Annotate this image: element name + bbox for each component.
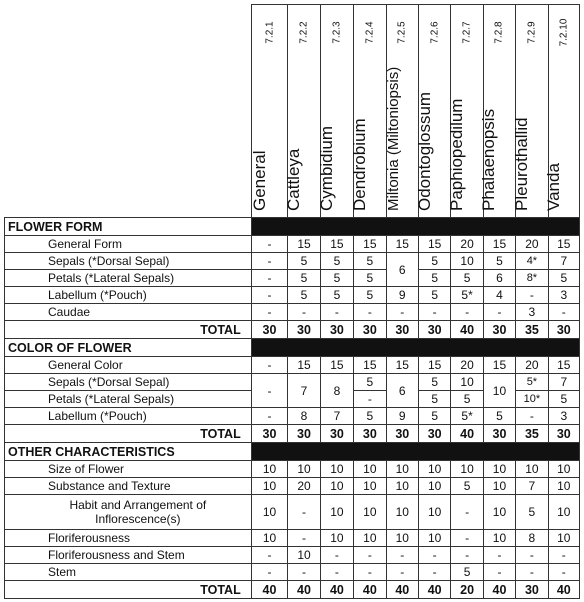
- cell: 7: [548, 253, 579, 270]
- total-cell: 40: [451, 425, 483, 443]
- cell: 3: [548, 287, 579, 304]
- row-label: General Color: [5, 357, 252, 374]
- cell: -: [251, 270, 288, 287]
- cell: -: [354, 391, 386, 408]
- column-header: 7.2.9 Pleurothallid: [516, 5, 548, 218]
- cell: 4: [483, 287, 515, 304]
- table-row: [5, 270, 580, 287]
- total-cell: 35: [516, 425, 548, 443]
- row-label: [5, 495, 252, 530]
- cell: 3: [548, 408, 579, 425]
- cell: 5: [451, 564, 483, 581]
- cell: 10: [354, 478, 386, 495]
- cell: -: [548, 547, 579, 564]
- row-label-line-2: Inflorescence(s): [95, 512, 181, 526]
- cell: 10: [483, 461, 515, 478]
- row-label: Floriferousness: [5, 530, 252, 547]
- table-row: [5, 253, 580, 270]
- cell: 5: [354, 408, 386, 425]
- cell: 10: [451, 374, 483, 391]
- cell: 5: [451, 270, 483, 287]
- cell: 10: [288, 461, 320, 478]
- section-bar: [251, 443, 579, 461]
- row-label: Labellum (*Pouch): [5, 287, 252, 304]
- cell: -: [483, 547, 515, 564]
- column-header: 7.2.3 Cymbidium: [320, 5, 353, 218]
- cell: 5: [354, 287, 386, 304]
- cell: -: [451, 530, 483, 547]
- cell: 8*: [516, 270, 548, 287]
- cell: 5: [320, 253, 353, 270]
- table-row: [5, 547, 580, 564]
- table-row: [5, 357, 580, 374]
- orchid-scoring-table: [4, 4, 580, 599]
- cell: 7: [320, 408, 353, 425]
- cell: 10: [320, 495, 353, 530]
- cell: 4*: [516, 253, 548, 270]
- cell: -: [320, 564, 353, 581]
- cell: 15: [288, 236, 320, 253]
- cell: 10: [288, 547, 320, 564]
- cell: 10: [251, 495, 288, 530]
- cell: -: [320, 547, 353, 564]
- cell: -: [516, 564, 548, 581]
- total-cell: 30: [354, 425, 386, 443]
- table-row: [5, 461, 580, 478]
- row-label: General Form: [5, 236, 252, 253]
- cell: 5: [451, 391, 483, 408]
- total-cell: 30: [386, 321, 418, 339]
- total-row: [5, 425, 580, 443]
- cell: 5*: [516, 374, 548, 391]
- header-blank: [5, 5, 252, 218]
- total-cell: 40: [418, 581, 450, 599]
- merged-cell: 10: [483, 374, 515, 408]
- table-row: [5, 236, 580, 253]
- total-cell: 40: [386, 581, 418, 599]
- section-bar: [251, 218, 579, 236]
- row-label: Size of Flower: [5, 461, 252, 478]
- cell: -: [516, 547, 548, 564]
- cell: 15: [354, 357, 386, 374]
- total-cell: 30: [354, 321, 386, 339]
- total-cell: 30: [320, 321, 353, 339]
- cell: 5: [418, 391, 450, 408]
- column-header: 7.2.7 Paphiopedilum: [451, 5, 483, 218]
- cell: 20: [451, 236, 483, 253]
- cell: 15: [354, 236, 386, 253]
- total-cell: 30: [320, 425, 353, 443]
- cell: -: [251, 236, 288, 253]
- cell: 10: [418, 530, 450, 547]
- column-header: 7.2.5 Miltonia (Miltoniopsis): [386, 5, 418, 218]
- cell: 10: [418, 461, 450, 478]
- cell: 15: [386, 236, 418, 253]
- total-cell: 40: [288, 581, 320, 599]
- cell: 5: [288, 270, 320, 287]
- cell: 15: [320, 357, 353, 374]
- column-header: 7.2.1 General: [251, 5, 288, 218]
- cell: 5: [548, 391, 579, 408]
- column-header: 7.2.4 Dendrobium: [354, 5, 386, 218]
- cell: -: [483, 564, 515, 581]
- cell: 10: [354, 530, 386, 547]
- table-row: [5, 564, 580, 581]
- total-cell: 30: [251, 321, 288, 339]
- cell: 5: [354, 253, 386, 270]
- total-cell: 30: [483, 425, 515, 443]
- section-header-row: [5, 218, 580, 236]
- row-label: Petals (*Lateral Sepals): [5, 391, 252, 408]
- cell: 10: [451, 253, 483, 270]
- row-label: Stem: [5, 564, 252, 581]
- cell: -: [451, 304, 483, 321]
- cell: -: [483, 304, 515, 321]
- cell: -: [516, 287, 548, 304]
- cell: 10: [548, 495, 579, 530]
- cell: 10: [354, 461, 386, 478]
- total-cell: 40: [320, 581, 353, 599]
- table-row: [5, 408, 580, 425]
- cell: 10: [320, 530, 353, 547]
- cell: -: [251, 564, 288, 581]
- cell: -: [288, 304, 320, 321]
- cell: 15: [548, 357, 579, 374]
- section-title: FLOWER FORM: [5, 218, 252, 236]
- total-cell: 30: [288, 321, 320, 339]
- cell: 10: [386, 495, 418, 530]
- cell: -: [251, 253, 288, 270]
- cell: -: [418, 304, 450, 321]
- cell: 15: [483, 236, 515, 253]
- total-cell: 40: [251, 581, 288, 599]
- section-header-row: [5, 443, 580, 461]
- column-header: 7.2.6 Odontoglossum: [418, 5, 450, 218]
- total-label: TOTAL: [5, 321, 252, 339]
- section-title: COLOR OF FLOWER: [5, 339, 252, 357]
- total-cell: 30: [251, 425, 288, 443]
- total-cell: 40: [548, 581, 579, 599]
- table-row: [5, 287, 580, 304]
- cell: 5: [418, 287, 450, 304]
- total-row: [5, 321, 580, 339]
- cell: 5: [320, 270, 353, 287]
- total-row: [5, 581, 580, 599]
- row-label: Labellum (*Pouch): [5, 408, 252, 425]
- merged-cell: 6: [386, 374, 418, 408]
- cell: 8: [516, 530, 548, 547]
- cell: 5: [418, 270, 450, 287]
- cell: -: [354, 304, 386, 321]
- cell: 10: [251, 478, 288, 495]
- cell: 10: [386, 461, 418, 478]
- cell: 8: [288, 408, 320, 425]
- row-label: Caudae: [5, 304, 252, 321]
- cell: 20: [451, 357, 483, 374]
- cell: 10*: [516, 391, 548, 408]
- cell: 15: [418, 357, 450, 374]
- column-header-row: [5, 5, 580, 218]
- cell: 5: [320, 287, 353, 304]
- total-cell: 30: [418, 321, 450, 339]
- total-cell: 40: [451, 321, 483, 339]
- total-cell: 30: [516, 581, 548, 599]
- merged-cell: 6: [386, 253, 418, 287]
- cell: 10: [251, 461, 288, 478]
- cell: -: [288, 530, 320, 547]
- cell: -: [548, 304, 579, 321]
- cell: -: [548, 564, 579, 581]
- cell: 10: [483, 478, 515, 495]
- cell: -: [288, 495, 320, 530]
- cell: -: [251, 304, 288, 321]
- total-cell: 40: [483, 581, 515, 599]
- row-label: Petals (*Lateral Sepals): [5, 270, 252, 287]
- total-cell: 30: [548, 321, 579, 339]
- cell: -: [251, 357, 288, 374]
- cell: 10: [548, 461, 579, 478]
- cell: 15: [483, 357, 515, 374]
- cell: -: [451, 547, 483, 564]
- cell: 20: [516, 236, 548, 253]
- cell: 3: [516, 304, 548, 321]
- cell: 10: [251, 530, 288, 547]
- cell: 5: [548, 270, 579, 287]
- column-header: 7.2.8 Phalaenopsis: [483, 5, 515, 218]
- cell: 10: [320, 461, 353, 478]
- cell: 9: [386, 408, 418, 425]
- cell: 10: [516, 461, 548, 478]
- cell: 10: [548, 478, 579, 495]
- table-row: [5, 304, 580, 321]
- cell: 10: [354, 495, 386, 530]
- total-cell: 40: [354, 581, 386, 599]
- cell: -: [516, 408, 548, 425]
- cell: 10: [548, 530, 579, 547]
- cell: -: [251, 547, 288, 564]
- cell: -: [354, 564, 386, 581]
- total-label: TOTAL: [5, 425, 252, 443]
- cell: 5: [418, 408, 450, 425]
- cell: 15: [320, 236, 353, 253]
- cell: 10: [483, 495, 515, 530]
- row-label: Sepals (*Dorsal Sepal): [5, 253, 252, 270]
- cell: -: [386, 564, 418, 581]
- table-row: [5, 495, 580, 530]
- cell: 7: [516, 478, 548, 495]
- section-header-row: [5, 339, 580, 357]
- cell: 5: [451, 478, 483, 495]
- cell: 5: [483, 253, 515, 270]
- cell: 5: [418, 253, 450, 270]
- table-row: [5, 530, 580, 547]
- cell: 15: [548, 236, 579, 253]
- cell: 10: [320, 478, 353, 495]
- cell: 15: [418, 236, 450, 253]
- cell: 9: [386, 287, 418, 304]
- row-label: Sepals (*Dorsal Sepal): [5, 374, 252, 391]
- row-label: Substance and Texture: [5, 478, 252, 495]
- cell: 10: [483, 530, 515, 547]
- cell: 20: [288, 478, 320, 495]
- section-title: OTHER CHARACTERISTICS: [5, 443, 252, 461]
- total-cell: 30: [418, 425, 450, 443]
- cell: -: [251, 408, 288, 425]
- cell: 20: [516, 357, 548, 374]
- total-cell: 20: [451, 581, 483, 599]
- cell: -: [288, 564, 320, 581]
- cell: -: [251, 287, 288, 304]
- table-row: [5, 478, 580, 495]
- cell: -: [418, 547, 450, 564]
- column-header: 7.2.2 Cattleya: [288, 5, 320, 218]
- cell: -: [354, 547, 386, 564]
- row-label: Floriferousness and Stem: [5, 547, 252, 564]
- cell: 15: [288, 357, 320, 374]
- cell: 5: [354, 374, 386, 391]
- table-row: [5, 374, 580, 391]
- cell: -: [386, 547, 418, 564]
- cell: 10: [386, 478, 418, 495]
- cell: -: [418, 564, 450, 581]
- cell: 7: [548, 374, 579, 391]
- cell: 5: [288, 287, 320, 304]
- cell: 10: [451, 461, 483, 478]
- cell: 6: [483, 270, 515, 287]
- cell: 10: [418, 478, 450, 495]
- row-label-line-1: Habit and Arrangement of: [69, 498, 207, 512]
- cell: 5: [354, 270, 386, 287]
- cell: 5: [418, 374, 450, 391]
- cell: -: [320, 304, 353, 321]
- cell: 15: [386, 357, 418, 374]
- cell: 10: [418, 495, 450, 530]
- total-label: TOTAL: [5, 581, 252, 599]
- total-cell: 30: [386, 425, 418, 443]
- merged-cell: 8: [320, 374, 353, 408]
- total-cell: 30: [288, 425, 320, 443]
- column-header: 7.2.10 Vanda: [548, 5, 579, 218]
- total-cell: 30: [483, 321, 515, 339]
- cell: 5*: [451, 408, 483, 425]
- cell: 5*: [451, 287, 483, 304]
- total-cell: 35: [516, 321, 548, 339]
- cell: 10: [386, 530, 418, 547]
- section-bar: [251, 339, 579, 357]
- merged-cell: 7: [288, 374, 320, 408]
- cell: 5: [483, 408, 515, 425]
- cell: -: [451, 495, 483, 530]
- cell: 5: [288, 253, 320, 270]
- total-cell: 30: [548, 425, 579, 443]
- merged-cell: -: [251, 374, 288, 408]
- cell: 5: [516, 495, 548, 530]
- cell: -: [386, 304, 418, 321]
